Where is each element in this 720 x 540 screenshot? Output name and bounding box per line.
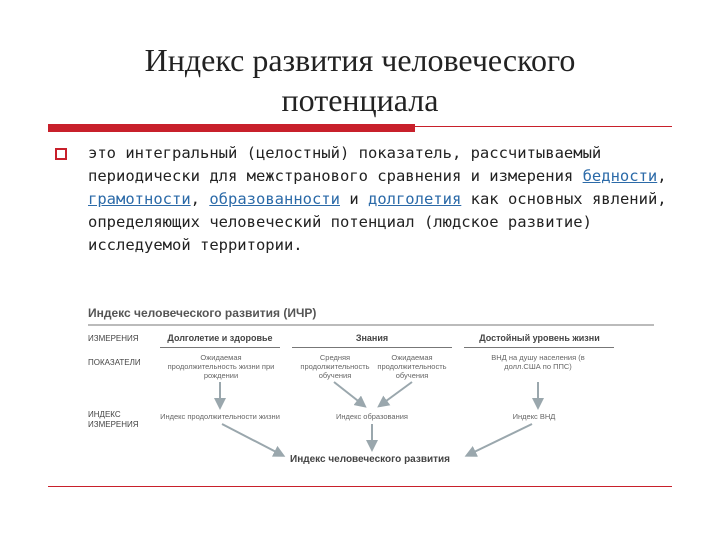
- indicator-life-expectancy: Ожидаемая продолжительность жизни при рождении: [167, 353, 275, 380]
- title-line-1: Индекс развития человеческого: [144, 42, 576, 78]
- arrow: [222, 424, 280, 454]
- footer-rule: [48, 486, 672, 487]
- slide-title: [60, 40, 660, 120]
- title-underline-thin: [415, 126, 672, 127]
- row-label-dimensions: ИЗМЕРЕНИЯ: [88, 334, 139, 343]
- arrow: [382, 382, 412, 404]
- text-part: ,: [657, 167, 667, 185]
- link-education[interactable]: образованности: [209, 190, 340, 208]
- indicator-gni: ВНД на душу населения (в долл.США по ППС): [491, 353, 585, 371]
- definition-text: [88, 142, 688, 257]
- text-part: это интегральный (целостный) показатель, рассчитываемый периодически для межстранового сравнения и измерения: [88, 144, 602, 185]
- index-education: Индекс образования: [336, 412, 408, 421]
- final-index-label: Индекс человеческого развития: [290, 454, 451, 465]
- title-underline-thick: [48, 124, 415, 132]
- dimension-knowledge: Знания: [355, 333, 389, 343]
- dimension-living-standard: Достойный уровень жизни: [479, 333, 600, 343]
- dimension-health: Долголетие и здоровье: [167, 333, 273, 343]
- arrow: [334, 382, 362, 404]
- indicator-expected-schooling: Ожидаемая продолжительность обучения: [377, 353, 447, 380]
- row-label-index-1: ИНДЕКС: [88, 410, 121, 419]
- title-line-2: потенциала: [281, 82, 439, 118]
- diagram-arrows: [82, 298, 656, 470]
- text-part: как основных явлений, определяющих человеческий потенциал (людское развитие) исследуемой территории.: [88, 190, 667, 254]
- square-bullet-icon: [55, 148, 67, 160]
- row-label-index-2: ИЗМЕРЕНИЯ: [88, 420, 139, 429]
- arrow: [470, 424, 532, 454]
- indicator-mean-schooling: Средняя продолжительность обучения: [300, 353, 370, 380]
- index-life: Индекс продолжительности жизни: [160, 412, 280, 421]
- row-label-indicators: ПОКАЗАТЕЛИ: [88, 358, 141, 367]
- link-longevity[interactable]: долголетия: [367, 190, 462, 208]
- text-part: ,: [190, 190, 210, 208]
- hdi-diagram: [82, 298, 656, 470]
- index-gni: Индекс ВНД: [512, 412, 556, 421]
- text-part: и: [339, 190, 368, 208]
- link-poverty[interactable]: бедности: [582, 167, 658, 185]
- diagram-title: Индекс человеческого развития (ИЧР): [88, 306, 317, 320]
- link-literacy[interactable]: грамотности: [88, 190, 191, 208]
